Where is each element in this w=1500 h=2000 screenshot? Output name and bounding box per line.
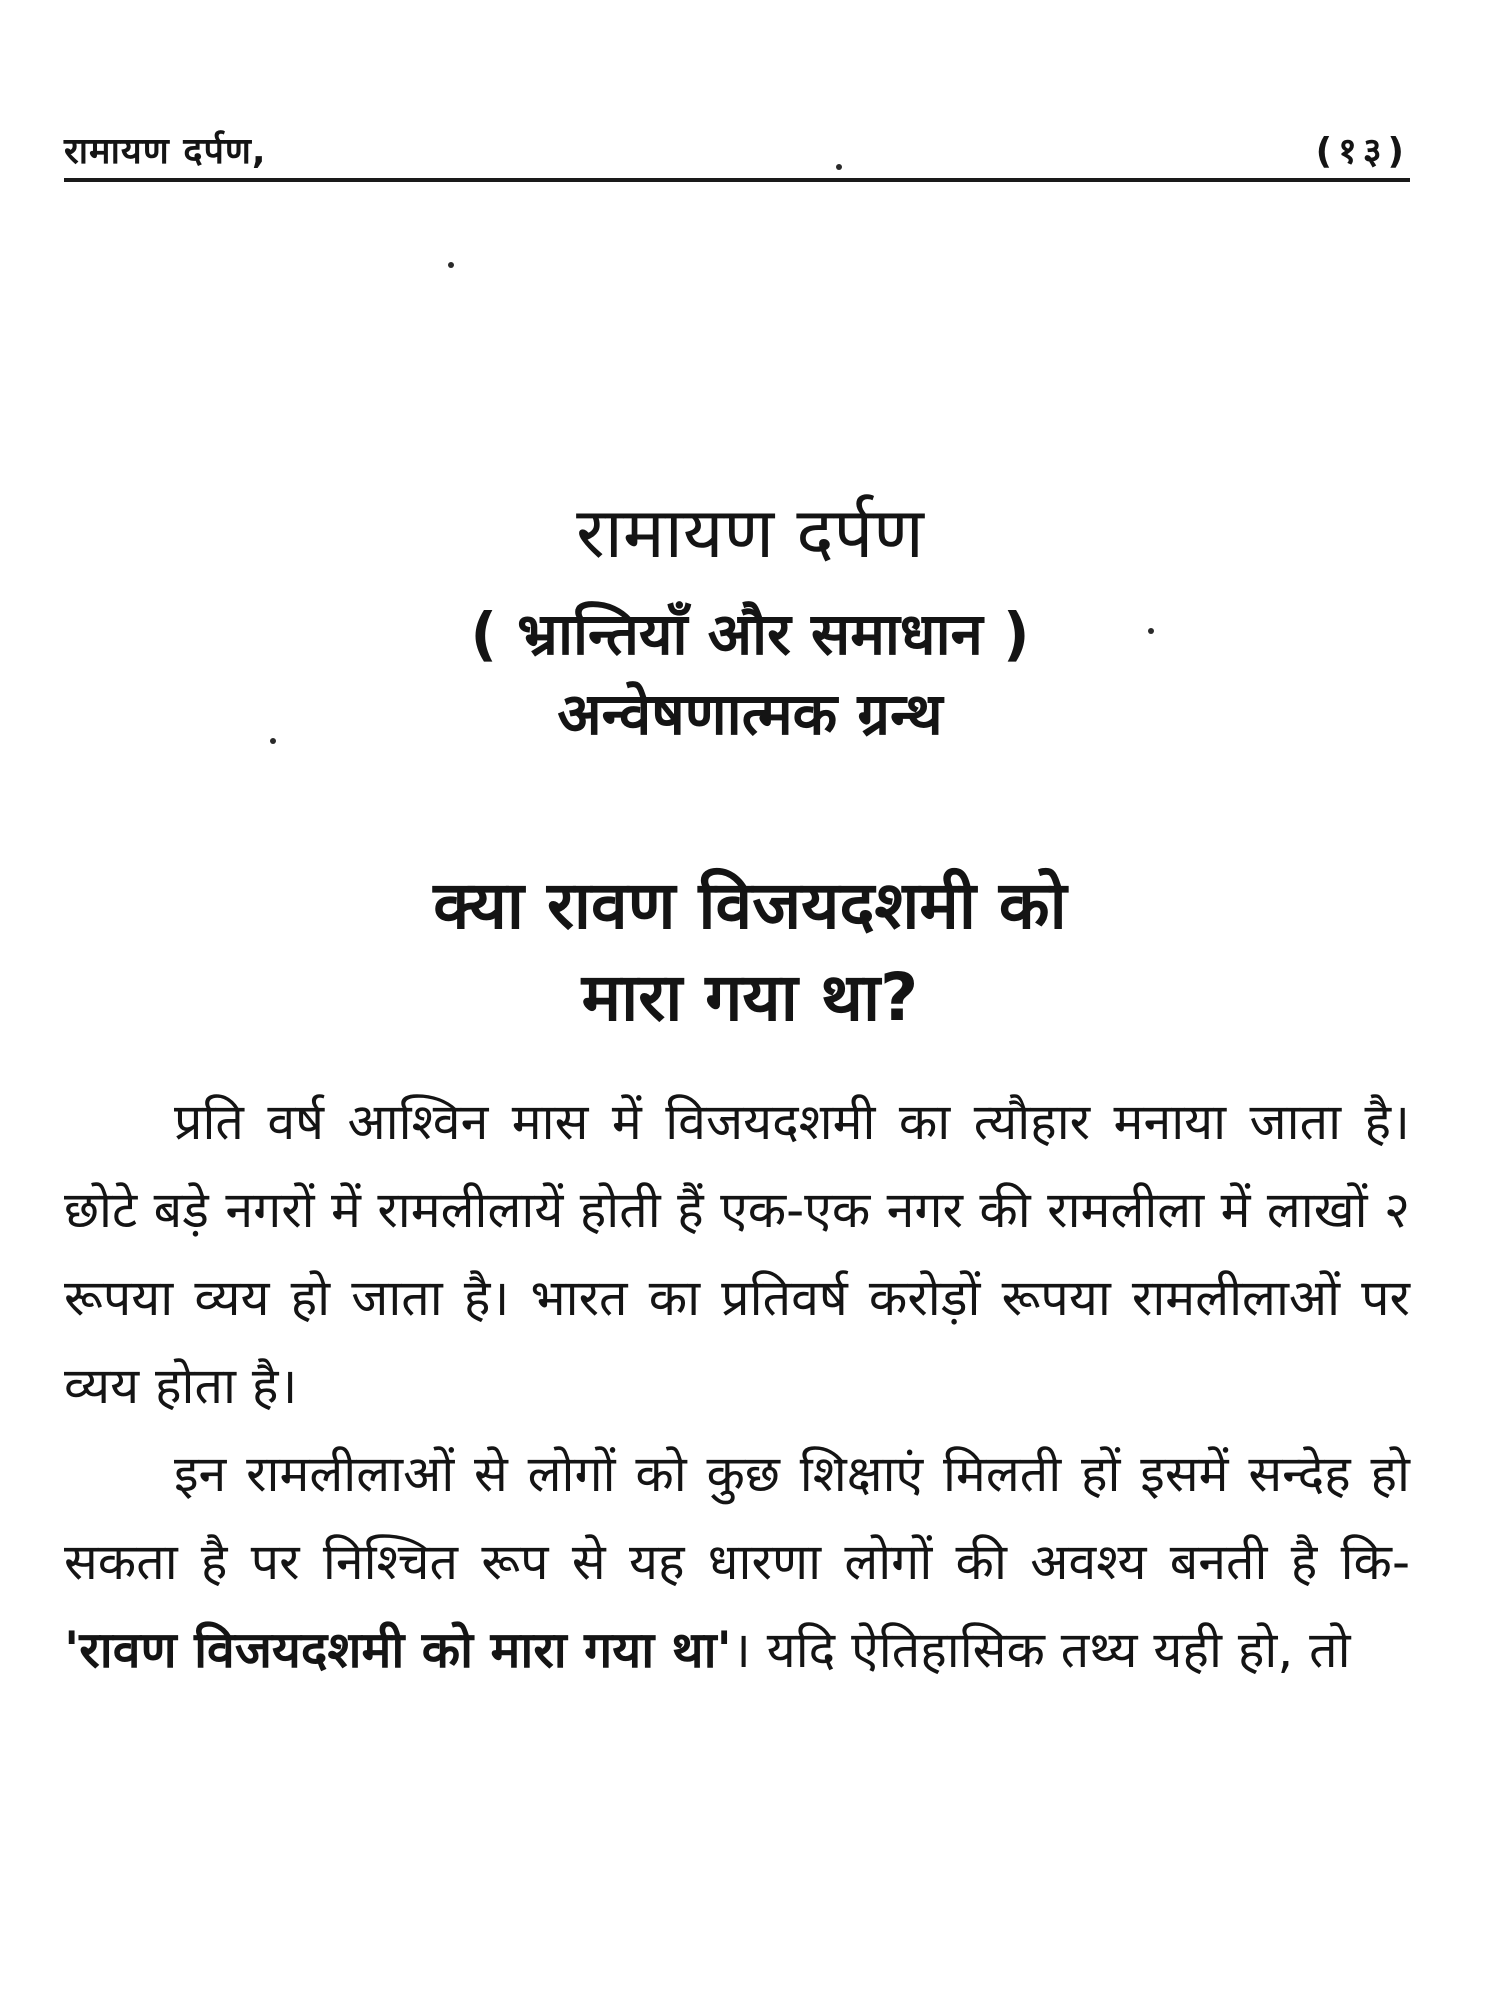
paragraph-2-lead: इन रामलीलाओं से लोगों को कुछ शिक्षाएं मिलती हों इसमें सन्देह हो सकता है पर निश्चित रूप से यह धारणा लोगों की अवश्य बनती है कि-: [64, 1445, 1410, 1591]
page-number: (१३): [1315, 131, 1410, 172]
chapter-title: [0, 860, 1500, 1044]
paragraph-1: प्रति वर्ष आश्विन मास में विजयदशमी का त्यौहार मनाया जाता है। छोटे बड़े नगरों में रामलीलायें होती हैं एक-एक नगर की रामलीला में लाखों २ रूपया व्यय हो जाता है। भारत का प्रतिवर्ष करोड़ों रूपया रामलीलाओं पर व्यय होता है।: [64, 1093, 1410, 1415]
print-speck: [270, 738, 276, 744]
book-type: अन्वेषणात्मक ग्रन्थ: [557, 680, 943, 748]
running-title: रामायण दर्पण,: [64, 131, 267, 172]
print-speck: [1148, 628, 1154, 634]
chapter-title-line-1: क्या रावण विजयदशमी को: [433, 867, 1067, 944]
body-text: [64, 1078, 1410, 1694]
print-speck: [448, 262, 454, 268]
running-header: [64, 118, 1410, 182]
print-speck: [836, 164, 842, 170]
paragraph-2-quote: 'रावण विजयदशमी को मारा गया था': [64, 1621, 732, 1679]
book-subtitle: ( भ्रान्तियाँ और समाधान ): [470, 600, 1030, 668]
paragraph-2-tail: । यदि ऐतिहासिक तथ्य यही हो, तो: [731, 1621, 1351, 1679]
paragraph-2: [64, 1430, 1410, 1694]
chapter-title-line-2: मारा गया था?: [581, 959, 919, 1036]
book-title: रामायण दर्पण: [576, 492, 924, 574]
